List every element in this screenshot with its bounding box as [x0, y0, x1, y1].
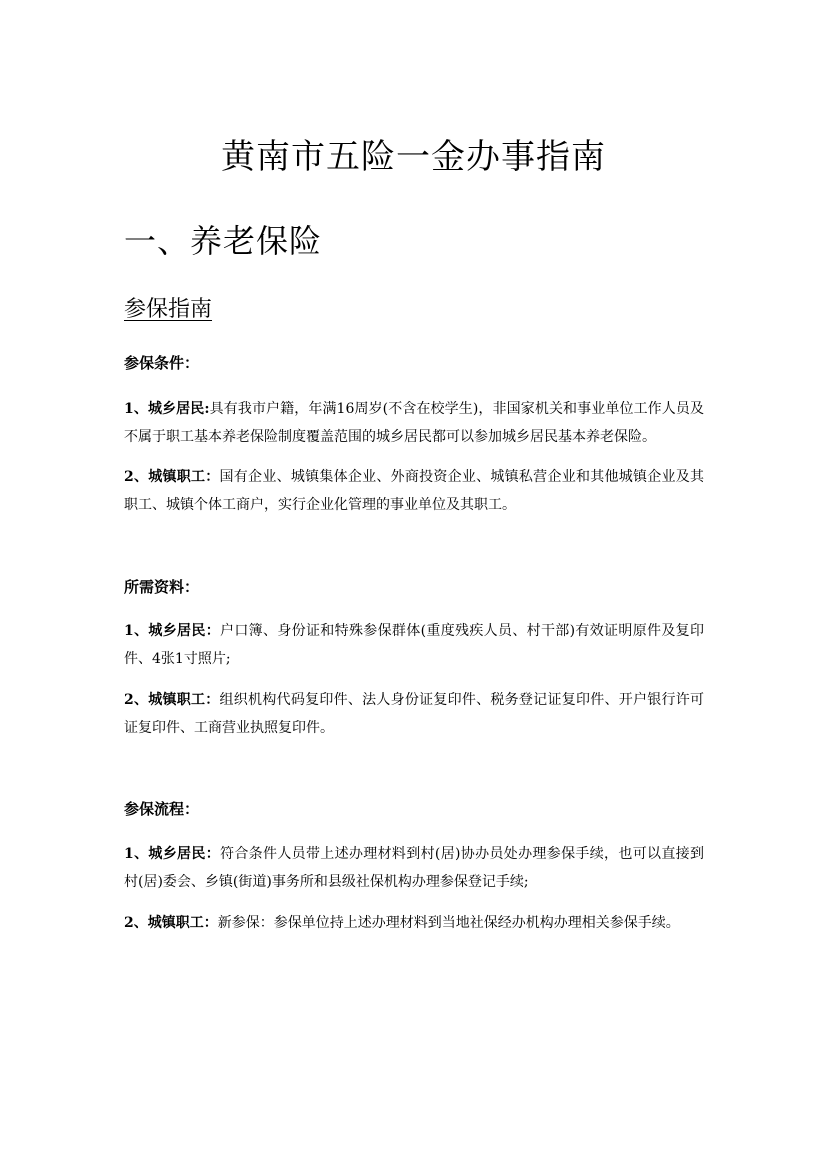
materials-item-rural — [124, 617, 704, 673]
process-item-rural-text: 符合条件人员带上述办理材料到村(居)协办员处办理参保手续，也可以直接到村(居)委会、乡镇(街道)事务所和县级社保机构办理参保登记手续; — [124, 846, 705, 890]
process-item-urban-lead: 2、城镇职工： — [124, 915, 218, 931]
materials-item-urban-lead: 2、城镇职工： — [124, 692, 220, 708]
materials-item-rural-lead: 1、城乡居民： — [124, 623, 221, 639]
conditions-label: 参保条件： — [124, 354, 200, 372]
process-item-urban-text: 新参保：参保单位持上述办理材料到当地社保经办机构办理相关参保手续。 — [217, 915, 680, 931]
subsection-heading-guide: 参保指南 — [124, 297, 213, 322]
process-item-rural-lead: 1、城乡居民： — [124, 846, 221, 862]
conditions-item-urban-text: 国有企业、城镇集体企业、外商投资企业、城镇私营企业和其他城镇企业及其职工、城镇个体工商户，实行企业化管理的事业单位及其职工。 — [124, 469, 705, 513]
process-label: 参保流程： — [124, 800, 200, 818]
materials-item-urban — [124, 686, 704, 742]
materials-item-rural-text: 户口簿、身份证和特殊参保群体(重度残疾人员、村干部)有效证明原件及复印件、4张1寸照片; — [124, 623, 705, 667]
section-heading-pension: 一、养老保险 — [124, 222, 323, 260]
materials-label: 所需资料： — [124, 578, 200, 596]
process-item-rural — [124, 840, 704, 896]
conditions-item-rural-lead: 1、城乡居民: — [124, 401, 210, 417]
materials-item-urban-text: 组织机构代码复印件、法人身份证复印件、税务登记证复印件、开户银行许可证复印件、工商营业执照复印件。 — [124, 692, 705, 736]
conditions-item-rural-text: 具有我市户籍，年满16周岁(不含在校学生)，非国家机关和事业单位工作人员及不属于职工基本养老保险制度覆盖范围的城乡居民都可以参加城乡居民基本养老保险。 — [124, 401, 704, 445]
document-title: 黄南市五险一金办事指南 — [221, 137, 606, 177]
conditions-item-urban-lead: 2、城镇职工： — [124, 469, 220, 485]
conditions-item-urban — [124, 463, 704, 519]
conditions-item-rural — [124, 395, 704, 451]
process-item-urban — [124, 909, 704, 937]
